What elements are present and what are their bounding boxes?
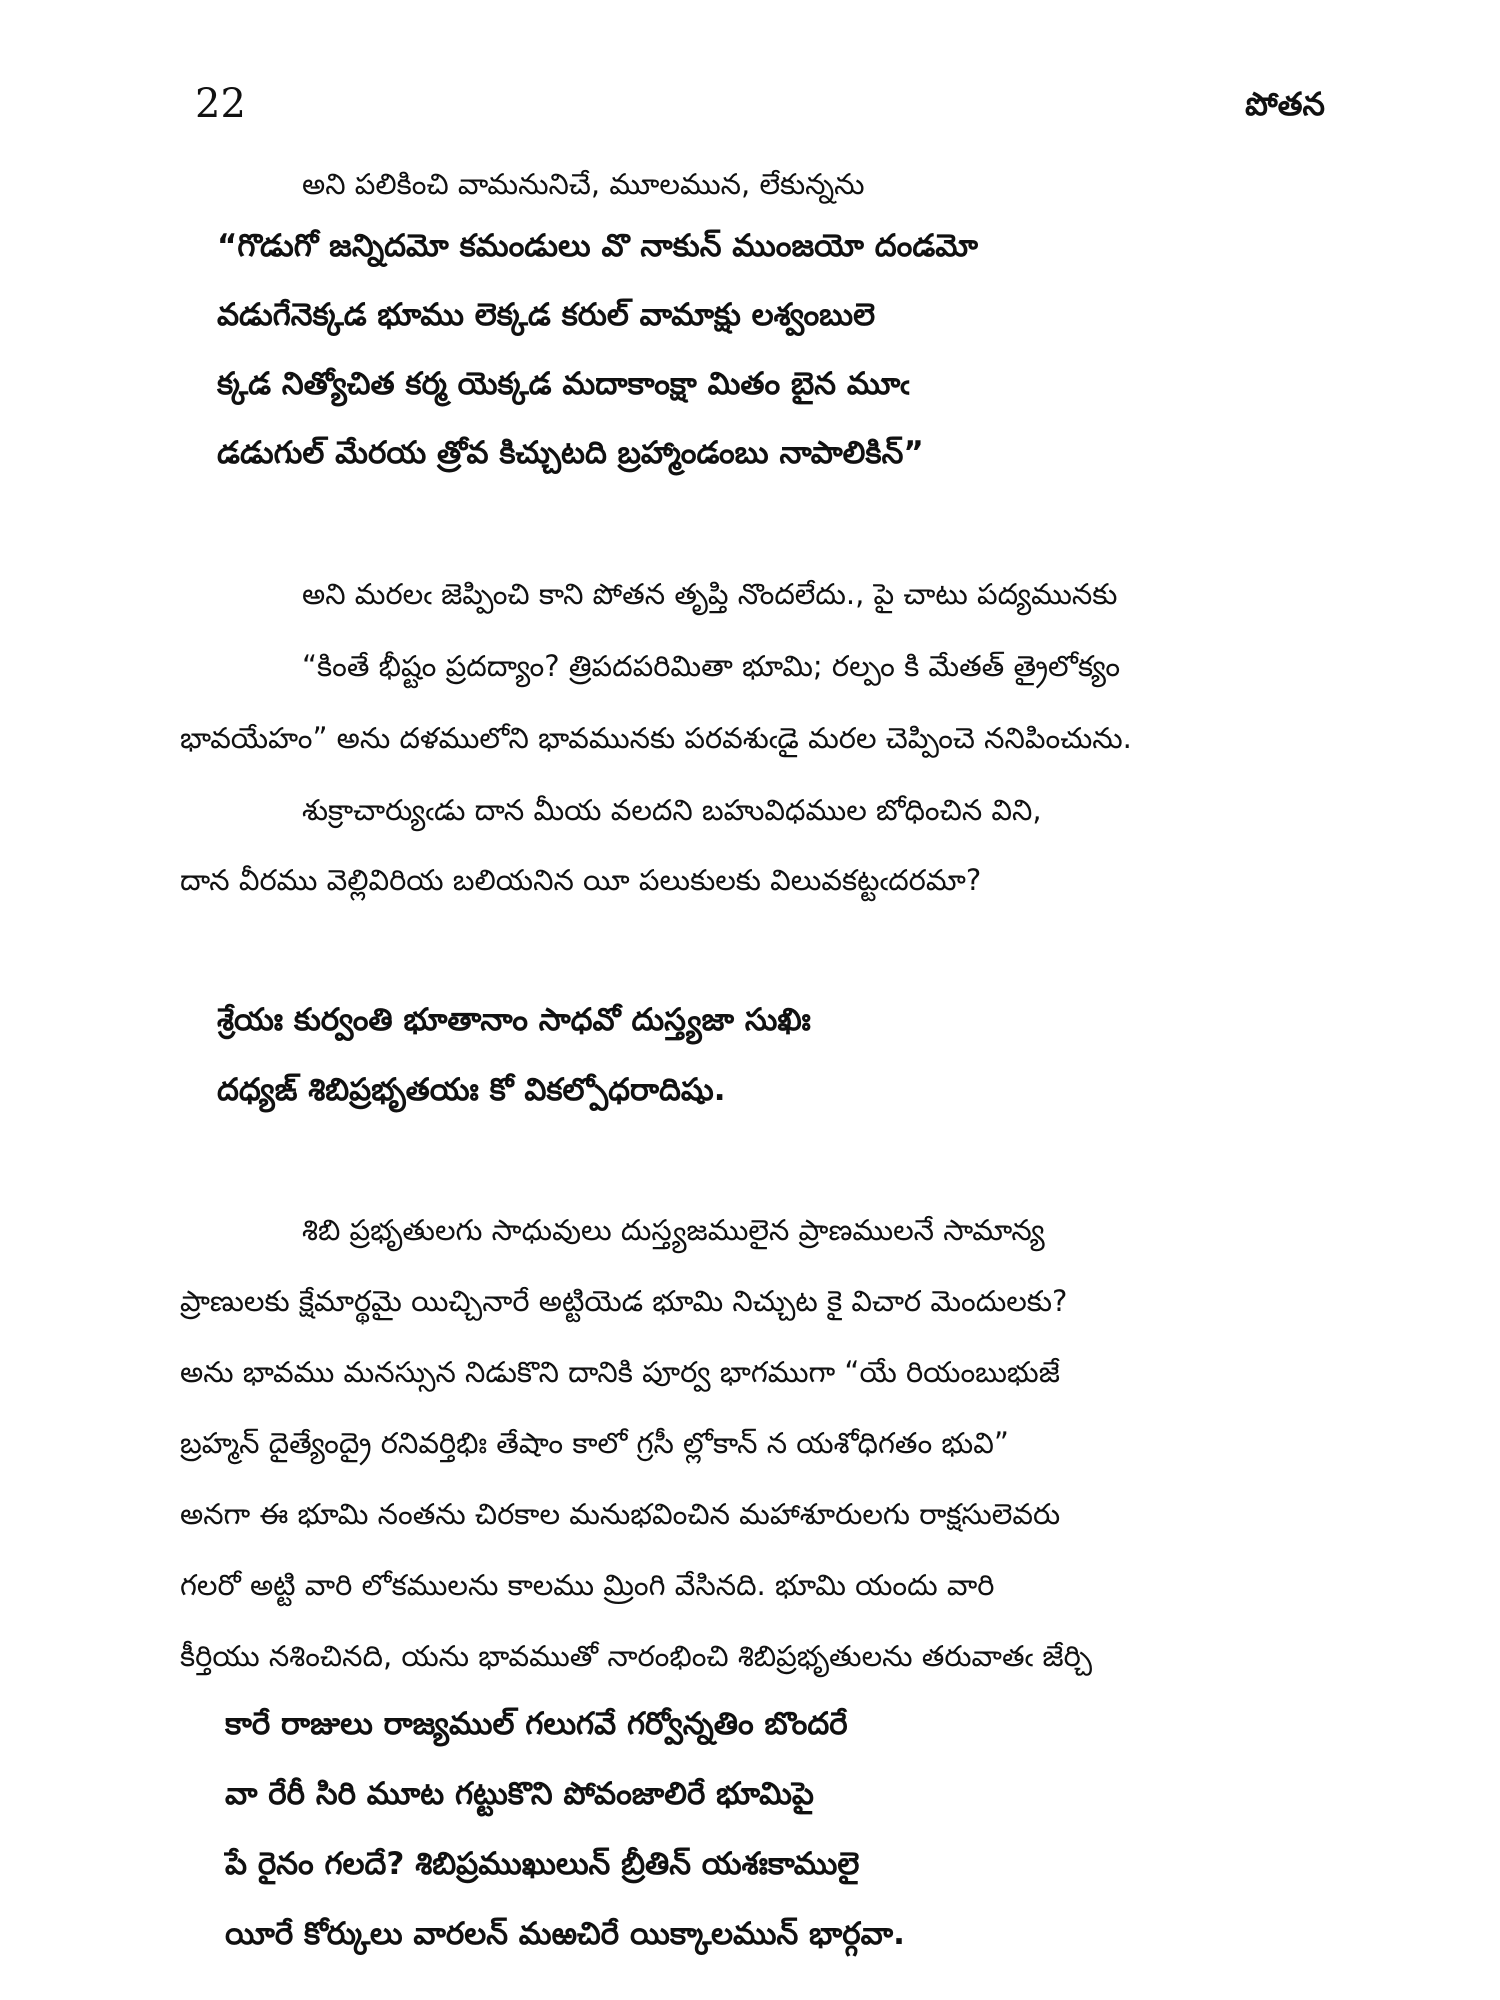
verse3-line-1: కారే రాజులు రాజ్యముల్ గలుగవే గర్వోన్నతిం బొందరే bbox=[225, 1706, 848, 1742]
para1-line-5: దాన వీరము వెల్లివిరియ బలియనిన యీ పలుకులకు విలువకట్టఁదరమా? bbox=[180, 863, 982, 897]
para2-line-1: శిబి ప్రభృతులగు సాధువులు దుస్త్యజములైన ప్రాణములనే సామాన్య bbox=[302, 1213, 1045, 1247]
para2-line-4: బ్రహ్మన్ దైత్యేంద్రై రనివర్తిభిః తేషాం కాలో గ్రసీ ల్లోకాన్ న యశోధిగతం భువి” bbox=[180, 1426, 1009, 1460]
verse1-line-4: డడుగుల్ మేరయ త్రోవ కిచ్చుటది బ్రహ్మాండంబు నాపాలికిన్” bbox=[217, 435, 924, 471]
verse3-line-4: యీరే కోర్కులు వారలన్ మఱచిరే యిక్కాలమున్ భార్గవా. bbox=[225, 1916, 905, 1952]
verse2-line-2: దధ్యఙ్ శిబిప్రభృతయః కో వికల్పోధరాదిషు. bbox=[217, 1072, 726, 1108]
verse1-line-2: వడుగేనెక్కడ భూము లెక్కడ కరుల్ వామాక్షు లశ్వంబులె bbox=[217, 297, 876, 333]
para1-line-4: శుక్రాచార్యుఁడు దాన మీయ వలదని బహువిధముల బోధించిన విని, bbox=[302, 793, 1042, 827]
page-header bbox=[195, 78, 1325, 138]
para2-line-7: కీర్తియు నశించినది, యను భావముతో నారంభించి శిబిప్రభృతులను తరువాతఁ జేర్చి bbox=[180, 1639, 1092, 1673]
para2-line-5: అనగా ఈ భూమి నంతను చిరకాల మనుభవించిన మహాశూరులగు రాక్షసులెవరు bbox=[180, 1497, 1061, 1531]
para2-line-3: అను భావము మనస్సున నిడుకొని దానికి పూర్వ భాగముగా “యే రియంబుభుజే bbox=[180, 1355, 1060, 1389]
para1-line-3: భావయేహం” అను దళములోని భావమునకు పరవశుఁడై మరల చెప్పించె ననిపించును. bbox=[180, 721, 1132, 755]
page-number: 22 bbox=[195, 81, 246, 127]
para1-line-2: “కింతే భీష్టం ప్రదద్యాం? త్రిపదపరిమితా భూమి; రల్పం కి మేతత్ త్రైలోక్యం bbox=[302, 649, 1121, 683]
para2-line-6: గలరో అట్టి వారి లోకములను కాలము మ్రింగి వేసినది. భూమి యందు వారి bbox=[180, 1568, 995, 1602]
running-title: పోతన bbox=[1245, 85, 1325, 123]
verse2-line-1: శ్రేయః కుర్వంతి భూతానాం సాధవో దుస్త్యజా సుఖిః bbox=[217, 1002, 811, 1038]
verse3-line-3: పే రైనం గలదే? శిబిప్రముఖులున్ బ్రీతిన్ యశఃకాములై bbox=[225, 1846, 860, 1882]
verse1-line-1: “గొడుగో జన్నిదమో కమండులు వొ నాకున్ ముంజయో దండమో bbox=[217, 228, 979, 264]
para1-line-1: అని మరలఁ జెప్పించి కాని పోతన తృప్తి నొందలేదు., పై చాటు పద్యమునకు bbox=[302, 577, 1118, 611]
verse3-line-2: వా రేరీ సిరి మూట గట్టుకొని పోవంజాలిరే భూమిపై bbox=[225, 1776, 814, 1812]
para2-line-2: ప్రాణులకు క్షేమార్థమై యిచ్చినారే అట్టియెడ భూమి నిచ్చుట కై విచార మెందులకు? bbox=[180, 1284, 1068, 1318]
intro-line: అని పలికించి వామనునిచే, మూలమున, లేకున్నను bbox=[302, 167, 865, 201]
verse1-line-3: క్కడ నిత్యోచిత కర్మ యెక్కడ మదాకాంక్షా మితం బైన మూఁ bbox=[217, 366, 910, 402]
